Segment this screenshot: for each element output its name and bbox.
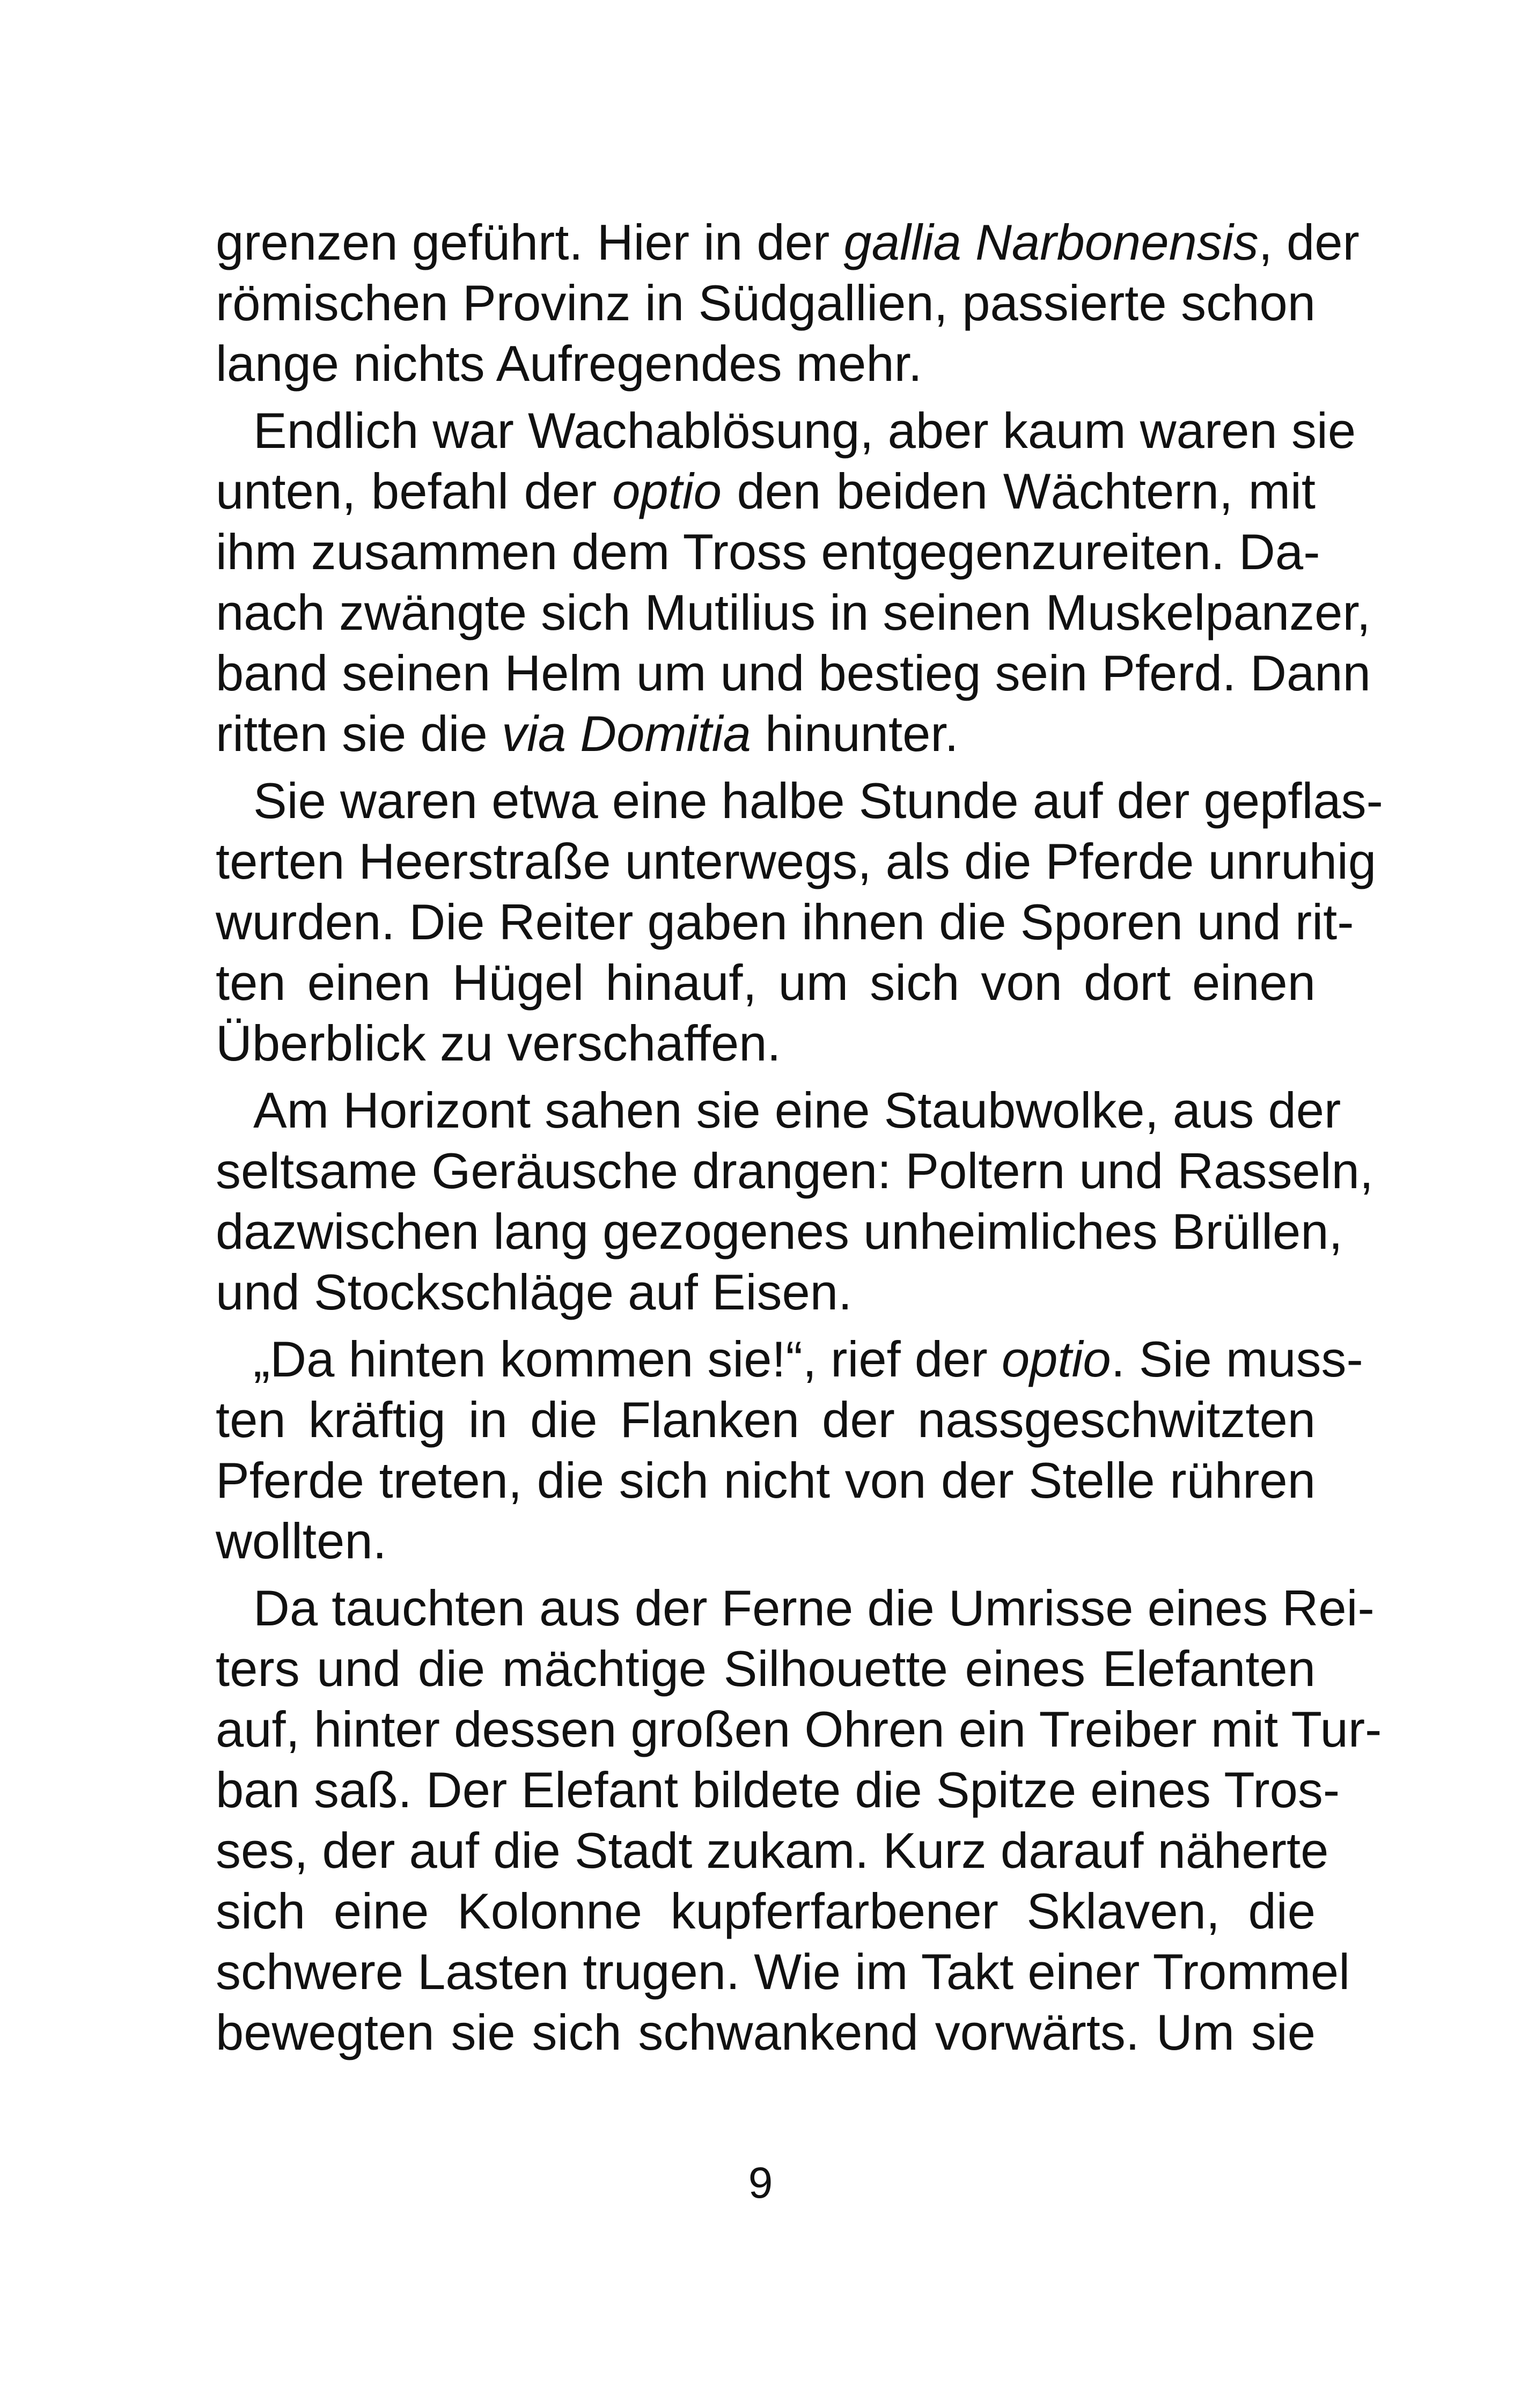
text-line — [216, 1201, 1343, 1262]
text-line — [216, 1699, 1382, 1759]
latin-term: optio — [612, 463, 722, 519]
page-body-text — [216, 212, 1383, 2063]
text-line — [216, 643, 1371, 703]
text-run: seltsame Geräusche drangen: Poltern und Rasseln, — [216, 1143, 1374, 1199]
text-run: wollten. — [216, 1513, 387, 1569]
text-line — [216, 333, 1316, 394]
text-line — [216, 1013, 1316, 1073]
text-run: dazwischen lang gezogenes unheimliches Brüllen, — [216, 1203, 1343, 1260]
text-line — [216, 1262, 1316, 1322]
text-run: römischen Provinz in Südgallien, passierte schon — [216, 275, 1316, 331]
text-run: ten kräftig in die Flanken der nassgeschwitzten — [216, 1391, 1316, 1448]
text-run: Am Horizont sahen sie eine Staubwolke, aus der — [253, 1082, 1341, 1138]
text-line — [216, 521, 1320, 582]
text-line — [216, 1941, 1350, 2002]
text-run: bewegten sie sich schwankend vorwärts. Um sie — [216, 2004, 1316, 2060]
text-run: grenzen geführt. Hier in der — [216, 214, 844, 270]
text-run: sich eine Kolonne kupferfarbener Sklaven, die — [216, 1883, 1316, 1939]
text-run: wurden. Die Reiter gaben ihnen die Sporen und rit- — [216, 894, 1354, 950]
paragraph — [216, 400, 1371, 764]
text-line — [216, 831, 1377, 892]
text-run: ihm zusammen dem Tross entgegenzureiten. Da- — [216, 524, 1320, 580]
text-line — [216, 1820, 1329, 1881]
text-line — [216, 892, 1354, 952]
text-line — [216, 400, 1356, 461]
text-line — [216, 582, 1371, 643]
text-run: ters und die mächtige Silhouette eines Elefanten — [216, 1640, 1316, 1697]
text-line — [216, 1759, 1340, 1820]
text-line — [216, 273, 1316, 333]
page-number: 9 — [748, 2159, 773, 2207]
text-line — [216, 212, 1360, 273]
text-line — [216, 770, 1383, 831]
text-run: ses, der auf die Stadt zukam. Kurz darauf näherte — [216, 1822, 1329, 1879]
latin-term: optio — [1001, 1331, 1111, 1387]
text-line — [216, 1140, 1374, 1201]
text-run: schwere Lasten trugen. Wie im Takt einer Trommel — [216, 1943, 1350, 2000]
text-run: Überblick zu verschaffen. — [216, 1015, 781, 1071]
text-run: ban saß. Der Elefant bildete die Spitze eines Tros- — [216, 1762, 1340, 1818]
latin-term: gallia Narbonensis — [843, 214, 1259, 270]
text-line — [216, 1511, 1316, 1571]
paragraph — [216, 1329, 1363, 1571]
text-run: hinunter. — [751, 705, 959, 762]
text-line — [216, 1389, 1316, 1450]
text-line — [216, 1080, 1341, 1140]
text-run: unten, befahl der — [216, 463, 613, 519]
text-run: „Da hinten kommen sie!“, rief der — [253, 1331, 1002, 1387]
text-line — [216, 1638, 1316, 1699]
text-run: ritten sie die — [216, 705, 502, 762]
text-line — [216, 1881, 1316, 1941]
text-run: Pferde treten, die sich nicht von der Stelle rühren — [216, 1452, 1316, 1508]
text-run: Sie waren etwa eine halbe Stunde auf der gepflas- — [253, 772, 1383, 829]
text-run: band seinen Helm um und bestieg sein Pferd. Dann — [216, 645, 1371, 701]
paragraph — [216, 770, 1383, 1073]
paragraph — [216, 212, 1360, 394]
text-run: Endlich war Wachablösung, aber kaum waren sie — [253, 402, 1356, 459]
text-line — [216, 2002, 1316, 2063]
text-run: , der — [1258, 214, 1360, 270]
paragraph — [216, 1578, 1382, 2063]
text-run: terten Heerstraße unterwegs, als die Pferde unruhig — [216, 833, 1377, 889]
text-line — [216, 1578, 1375, 1638]
latin-term: via Domitia — [501, 705, 751, 762]
text-line — [216, 461, 1316, 521]
text-line — [216, 1450, 1316, 1511]
text-line — [216, 952, 1316, 1013]
text-run: den beiden Wächtern, mit — [721, 463, 1316, 519]
text-line — [216, 703, 1316, 764]
paragraph — [216, 1080, 1374, 1322]
text-run: ten einen Hügel hinauf, um sich von dort einen — [216, 954, 1316, 1011]
text-line — [216, 1329, 1363, 1389]
text-run: auf, hinter dessen großen Ohren ein Treiber mit Tur- — [216, 1701, 1382, 1757]
text-run: Da tauchten aus der Ferne die Umrisse eines Rei- — [253, 1580, 1375, 1636]
text-run: . Sie muss- — [1111, 1331, 1363, 1387]
text-run: nach zwängte sich Mutilius in seinen Muskelpanzer, — [216, 584, 1371, 640]
text-run: lange nichts Aufregendes mehr. — [216, 335, 922, 392]
text-run: und Stockschläge auf Eisen. — [216, 1264, 853, 1320]
